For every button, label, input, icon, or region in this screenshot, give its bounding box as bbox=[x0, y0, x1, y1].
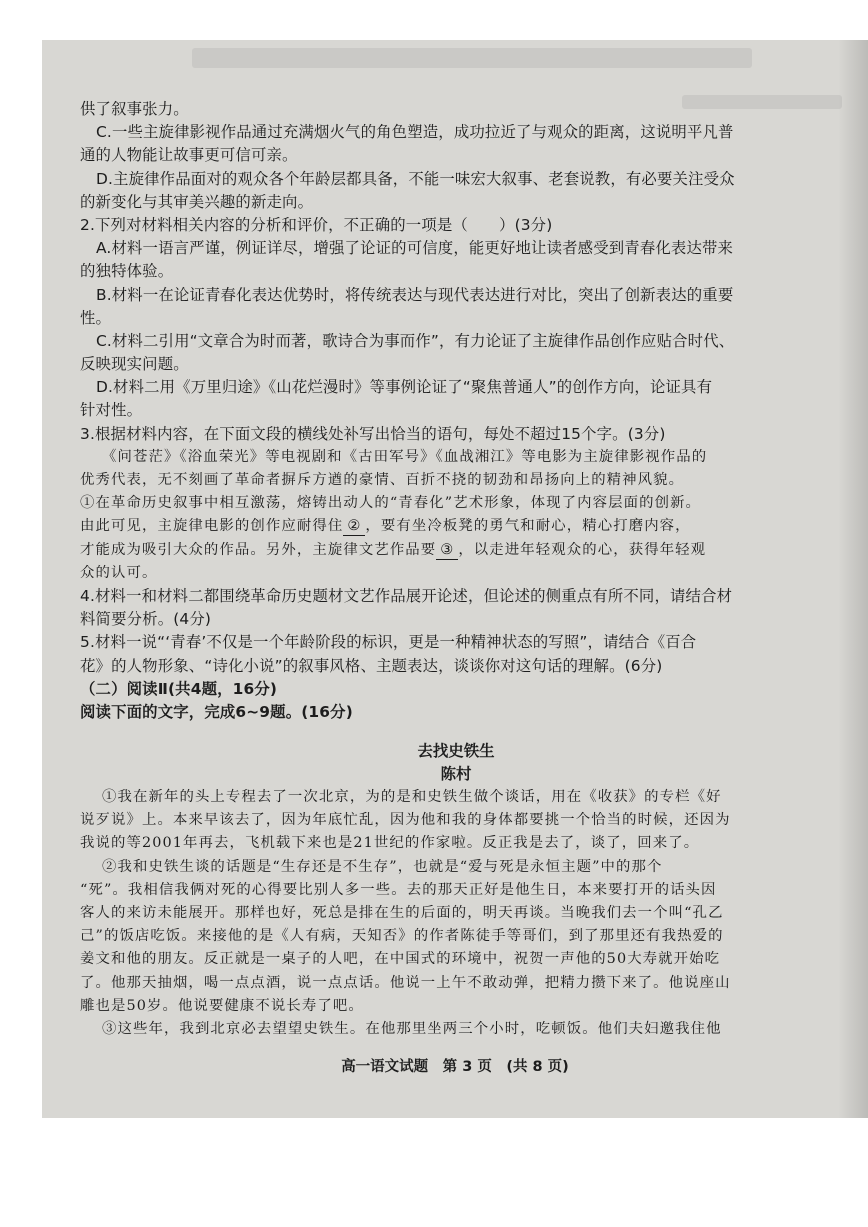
essay-line: “死”。我相信我俩对死的心得要比别人多一些。去的那天正好是他生日，本来要打开的话头因 bbox=[80, 881, 717, 898]
q2-option-a: A.材料一语言严谨，例证详尽，增强了论证的可信度，能更好地让读者感受到青春化表达带来 bbox=[96, 239, 734, 258]
blank-marker: ③ bbox=[440, 541, 455, 558]
q3-passage-line bbox=[80, 539, 832, 562]
text-line: 反映现实问题。 bbox=[80, 355, 189, 374]
essay-line: 己”的饭店吃饭。来接他的是《人有病，天知否》的作者陈徒手等哥们，到了那里还有我热爱的 bbox=[80, 928, 724, 945]
section-instruction: 阅读下面的文字，完成6~9题。(16分) bbox=[80, 702, 353, 721]
text-line: 通的人物能让故事更可信可亲。 bbox=[80, 146, 298, 165]
essay-line: ①我在新年的头上专程去了一次北京，为的是和史铁生做个谈话，用在《收获》的专栏《好 bbox=[102, 789, 722, 806]
option-c: C.一些主旋律影视作品通过充满烟火气的角色塑造，成功拉近了与观众的距离，这说明平凡普 bbox=[96, 123, 734, 142]
text-fragment: ，以走进年轻观众的心，获得年轻观 bbox=[458, 541, 707, 558]
text-fragment: 由此可见，主旋律电影的创作应耐得住 bbox=[80, 518, 344, 535]
page-footer: 高一语文试题 第 3 页 (共 8 页) bbox=[341, 1059, 569, 1075]
spacer bbox=[80, 724, 832, 740]
question-2: 2.下列对材料相关内容的分析和评价，不正确的一项是（ ）(3分) bbox=[80, 215, 553, 234]
essay-line: 姜文和他的朋友。反正就是一桌子的人吧，在中国式的环境中，祝贺一声他的50大寿就开始吃 bbox=[80, 951, 721, 968]
q3-passage-line bbox=[80, 515, 832, 538]
essay-line: 客人的来访未能展开。那样也好，死总是排在生的后面的，明天再谈。当晚我们去一个叫“孔乙 bbox=[80, 905, 724, 921]
text-line: 性。 bbox=[80, 308, 112, 327]
essay-line: 了。他那天抽烟，喝一点点酒，说一点点话。他说一上午不敢动弹，把精力攒下来了。他说座山 bbox=[80, 974, 731, 991]
q2-option-b: B.材料一在论证青春化表达优势时，将传统表达与现代表达进行对比，突出了创新表达的重要 bbox=[96, 285, 734, 304]
section-heading: （二）阅读Ⅱ(共4题，16分) bbox=[80, 679, 278, 698]
option-d: D.主旋律作品面对的观众各个年龄层都具备，不能一味宏大叙事、老套说教，有必要关注受众 bbox=[96, 169, 735, 188]
text-line: 的新变化与其审美兴趣的新走向。 bbox=[80, 192, 314, 211]
text-line: 的独特体验。 bbox=[80, 262, 174, 281]
q3-passage-line: 优秀代表，无不刻画了革命者摒斥方遒的豪情、百折不挠的韧劲和昂扬向上的精神风貌。 bbox=[80, 472, 685, 488]
q3-passage-line: 《问苍茫》《浴血荣光》等电视剧和《古田军号》《血战湘江》等电影为主旋律影视作品的 bbox=[102, 448, 708, 465]
question-4: 4.材料一和材料二都围绕革命历史题材文艺作品展开论述，但论述的侧重点有所不同，请结合材 bbox=[80, 586, 733, 605]
text-line: 花》的人物形象、“诗化小说”的叙事风格、主题表达，谈谈你对这句话的理解。(6分) bbox=[80, 656, 663, 675]
answer-blank-2[interactable] bbox=[343, 517, 365, 536]
page-content bbox=[80, 98, 832, 1041]
bleed-through-text bbox=[192, 48, 752, 68]
answer-blank-3[interactable] bbox=[436, 541, 458, 560]
text-line: 供了叙事张力。 bbox=[80, 100, 189, 118]
essay-line: ③这些年，我到北京必去望望史铁生。在他那里坐两三个小时，吃顿饭。他们夫妇邀我住他 bbox=[102, 1020, 722, 1037]
q3-passage-line: ①在革命历史叙事中相互激荡，熔铸出动人的“青春化”艺术形象，体现了内容层面的创新。 bbox=[80, 495, 702, 512]
text-fragment: 才能成为吸引大众的作品。另外，主旋律文艺作品要 bbox=[80, 541, 437, 558]
essay-line: 雕也是50岁。他说要健康不说长寿了吧。 bbox=[80, 997, 364, 1014]
text-line: 料简要分析。(4分) bbox=[80, 610, 212, 629]
q2-option-d: D.材料二用《万里归途》《山花烂漫时》等事例论证了“聚焦普通人”的创作方向，论证具有 bbox=[96, 378, 713, 397]
text-fragment: ，要有坐冷板凳的勇气和耐心，精心打磨内容， bbox=[365, 518, 691, 535]
scanned-page bbox=[42, 40, 868, 1118]
essay-line: 我说的等2001年再去，飞机载下来也是21世纪的作家啦。反正我是去了，谈了，回来了。 bbox=[80, 835, 700, 852]
q3-passage-line: 众的认可。 bbox=[80, 564, 158, 581]
blank-marker: ② bbox=[347, 518, 362, 535]
essay-line: ②我和史铁生谈的话题是“生存还是不生存”，也就是“爱与死是永恒主题”中的那个 bbox=[102, 858, 663, 875]
essay-line: 说歹说》上。本来早该去了，因为年底忙乱，因为他和我的身体都要挑一个恰当的时候，还因为 bbox=[80, 812, 731, 829]
essay-author: 陈村 bbox=[440, 765, 472, 784]
q2-option-c: C.材料二引用“文章合为时而著，歌诗合为事而作”，有力论证了主旋律作品创作应贴合时代、 bbox=[96, 331, 735, 350]
essay-title: 去找史铁生 bbox=[417, 742, 495, 761]
text-line: 针对性。 bbox=[80, 401, 143, 420]
question-5: 5.材料一说“‘青春’不仅是一个年龄阶段的标识，更是一种精神状态的写照”，请结合《百合 bbox=[80, 633, 697, 652]
question-3: 3.根据材料内容，在下面文段的横线处补写出恰当的语句，每处不超过15个字。(3分) bbox=[80, 424, 666, 443]
